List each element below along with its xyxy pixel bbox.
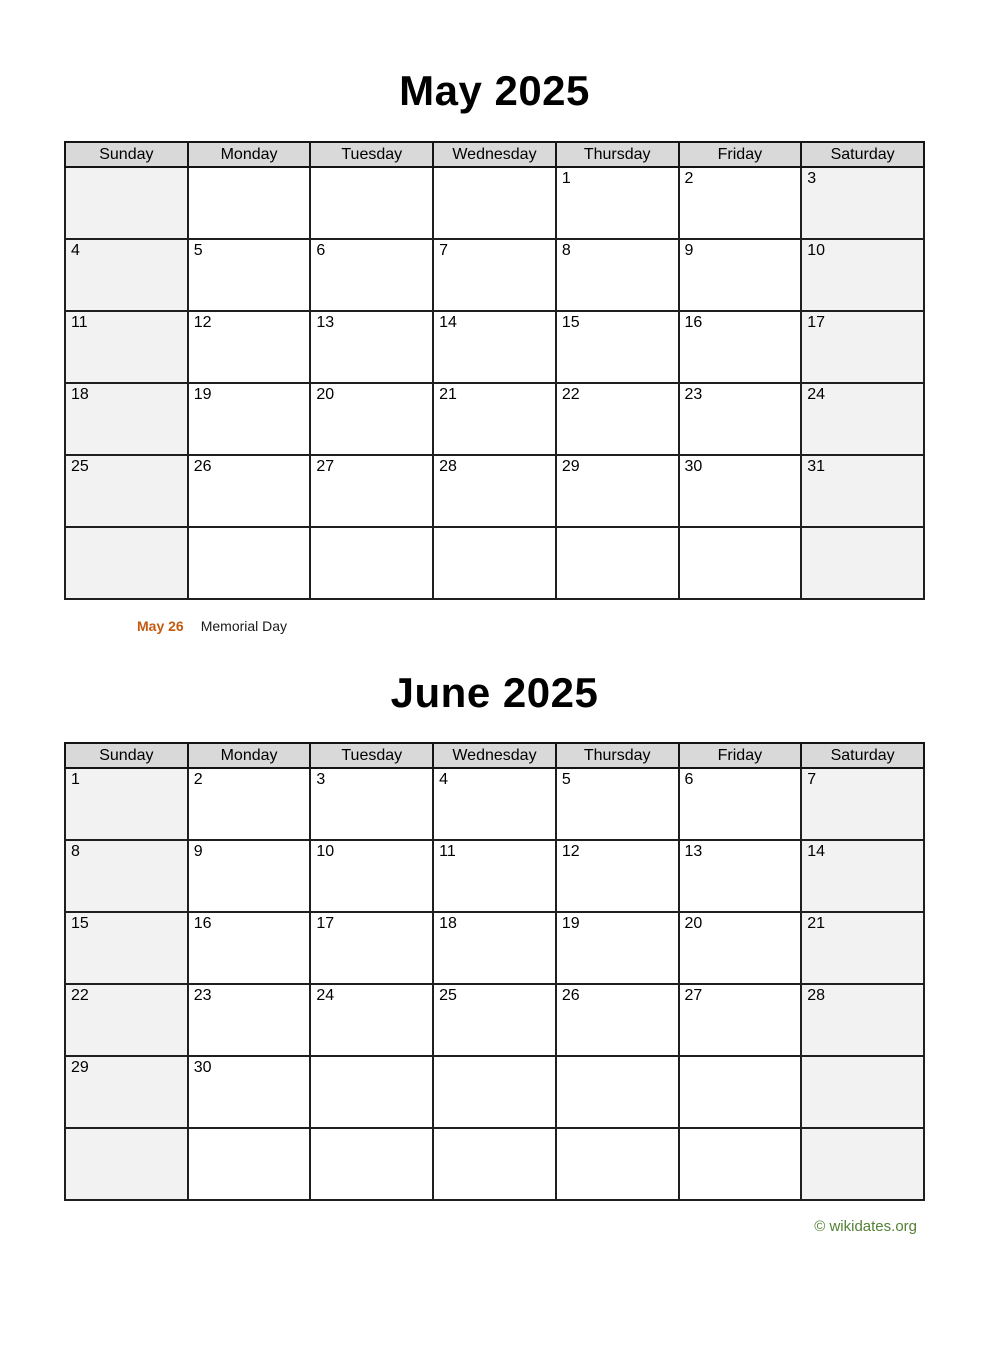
empty-day-cell (65, 167, 188, 239)
day-cell-june-26: 26 (556, 984, 679, 1056)
empty-day-cell (679, 1128, 802, 1200)
holiday-notes (64, 617, 925, 635)
day-cell-may-24: 24 (801, 383, 924, 455)
table-row (65, 239, 924, 311)
day-cell-may-25: 25 (65, 455, 188, 527)
empty-day-cell (433, 167, 556, 239)
empty-day-cell (679, 527, 802, 599)
day-cell-june-8: 8 (65, 840, 188, 912)
table-row (65, 167, 924, 239)
day-cell-june-9: 9 (188, 840, 311, 912)
empty-day-cell (433, 1128, 556, 1200)
table-row (65, 311, 924, 383)
table-row (65, 743, 924, 768)
empty-day-cell (188, 1128, 311, 1200)
empty-day-cell (556, 527, 679, 599)
table-row (65, 840, 924, 912)
day-cell-june-10: 10 (310, 840, 433, 912)
months-container (64, 67, 925, 1201)
empty-day-cell (310, 1128, 433, 1200)
empty-day-cell (801, 1056, 924, 1128)
day-cell-may-26: 26 (188, 455, 311, 527)
day-cell-may-6: 6 (310, 239, 433, 311)
day-cell-june-24: 24 (310, 984, 433, 1056)
empty-day-cell (433, 527, 556, 599)
day-cell-may-23: 23 (679, 383, 802, 455)
holiday-date: May 26 (137, 618, 184, 634)
empty-day-cell (310, 167, 433, 239)
weekday-header-thursday: Thursday (556, 142, 679, 167)
weekday-header-tuesday: Tuesday (310, 743, 433, 768)
day-cell-june-4: 4 (433, 768, 556, 840)
day-cell-may-3: 3 (801, 167, 924, 239)
day-cell-june-28: 28 (801, 984, 924, 1056)
day-cell-june-13: 13 (679, 840, 802, 912)
day-cell-june-11: 11 (433, 840, 556, 912)
day-cell-june-14: 14 (801, 840, 924, 912)
weekday-header-tuesday: Tuesday (310, 142, 433, 167)
table-row (65, 455, 924, 527)
table-row (65, 142, 924, 167)
calendar-body (65, 768, 924, 1200)
day-cell-june-22: 22 (65, 984, 188, 1056)
table-row (65, 912, 924, 984)
day-cell-may-16: 16 (679, 311, 802, 383)
day-cell-may-31: 31 (801, 455, 924, 527)
holiday-name: Memorial Day (200, 618, 288, 634)
day-cell-may-20: 20 (310, 383, 433, 455)
day-cell-june-6: 6 (679, 768, 802, 840)
month-june (64, 669, 925, 1201)
day-cell-may-12: 12 (188, 311, 311, 383)
day-cell-june-5: 5 (556, 768, 679, 840)
day-cell-june-7: 7 (801, 768, 924, 840)
month-may (64, 67, 925, 635)
empty-day-cell (679, 1056, 802, 1128)
day-cell-may-29: 29 (556, 455, 679, 527)
empty-day-cell (801, 1128, 924, 1200)
empty-day-cell (188, 167, 311, 239)
day-cell-june-23: 23 (188, 984, 311, 1056)
holiday-note (137, 617, 925, 635)
day-cell-may-14: 14 (433, 311, 556, 383)
day-cell-june-21: 21 (801, 912, 924, 984)
weekday-header-saturday: Saturday (801, 743, 924, 768)
weekday-header-thursday: Thursday (556, 743, 679, 768)
weekday-header-friday: Friday (679, 142, 802, 167)
day-cell-may-1: 1 (556, 167, 679, 239)
weekday-header-monday: Monday (188, 743, 311, 768)
empty-day-cell (556, 1128, 679, 1200)
table-row (65, 1128, 924, 1200)
weekday-header-monday: Monday (188, 142, 311, 167)
table-row (65, 768, 924, 840)
day-cell-june-20: 20 (679, 912, 802, 984)
table-row (65, 984, 924, 1056)
empty-day-cell (433, 1056, 556, 1128)
day-cell-june-15: 15 (65, 912, 188, 984)
weekday-header-wednesday: Wednesday (433, 743, 556, 768)
day-cell-june-3: 3 (310, 768, 433, 840)
day-cell-may-19: 19 (188, 383, 311, 455)
day-cell-june-1: 1 (65, 768, 188, 840)
calendar-table-june (64, 742, 925, 1201)
day-cell-may-4: 4 (65, 239, 188, 311)
day-cell-may-15: 15 (556, 311, 679, 383)
day-cell-may-22: 22 (556, 383, 679, 455)
calendar-page (64, 67, 925, 1237)
empty-day-cell (310, 527, 433, 599)
day-cell-june-16: 16 (188, 912, 311, 984)
day-cell-may-13: 13 (310, 311, 433, 383)
day-cell-june-19: 19 (556, 912, 679, 984)
table-row (65, 383, 924, 455)
day-cell-june-27: 27 (679, 984, 802, 1056)
day-cell-may-5: 5 (188, 239, 311, 311)
weekday-header-friday: Friday (679, 743, 802, 768)
day-cell-may-11: 11 (65, 311, 188, 383)
day-cell-may-9: 9 (679, 239, 802, 311)
day-cell-june-30: 30 (188, 1056, 311, 1128)
weekday-header-sunday: Sunday (65, 142, 188, 167)
day-cell-june-29: 29 (65, 1056, 188, 1128)
empty-day-cell (556, 1056, 679, 1128)
weekday-header-sunday: Sunday (65, 743, 188, 768)
day-cell-june-12: 12 (556, 840, 679, 912)
table-row (65, 527, 924, 599)
calendar-table-may (64, 141, 925, 600)
day-cell-may-2: 2 (679, 167, 802, 239)
day-cell-june-25: 25 (433, 984, 556, 1056)
empty-day-cell (65, 1128, 188, 1200)
day-cell-may-17: 17 (801, 311, 924, 383)
month-title-may: May 2025 (399, 67, 590, 114)
day-cell-may-18: 18 (65, 383, 188, 455)
day-cell-may-8: 8 (556, 239, 679, 311)
empty-day-cell (801, 527, 924, 599)
weekday-header-row (65, 743, 924, 768)
day-cell-may-21: 21 (433, 383, 556, 455)
day-cell-may-28: 28 (433, 455, 556, 527)
weekday-header-row (65, 142, 924, 167)
month-title-june: June 2025 (390, 669, 599, 716)
day-cell-june-17: 17 (310, 912, 433, 984)
day-cell-may-10: 10 (801, 239, 924, 311)
day-cell-may-7: 7 (433, 239, 556, 311)
empty-day-cell (65, 527, 188, 599)
day-cell-june-2: 2 (188, 768, 311, 840)
calendar-body (65, 167, 924, 599)
weekday-header-wednesday: Wednesday (433, 142, 556, 167)
day-cell-may-27: 27 (310, 455, 433, 527)
weekday-header-saturday: Saturday (801, 142, 924, 167)
empty-day-cell (310, 1056, 433, 1128)
empty-day-cell (188, 527, 311, 599)
footer-credit: © wikidates.org (814, 1218, 917, 1235)
day-cell-june-18: 18 (433, 912, 556, 984)
table-row (65, 1056, 924, 1128)
day-cell-may-30: 30 (679, 455, 802, 527)
